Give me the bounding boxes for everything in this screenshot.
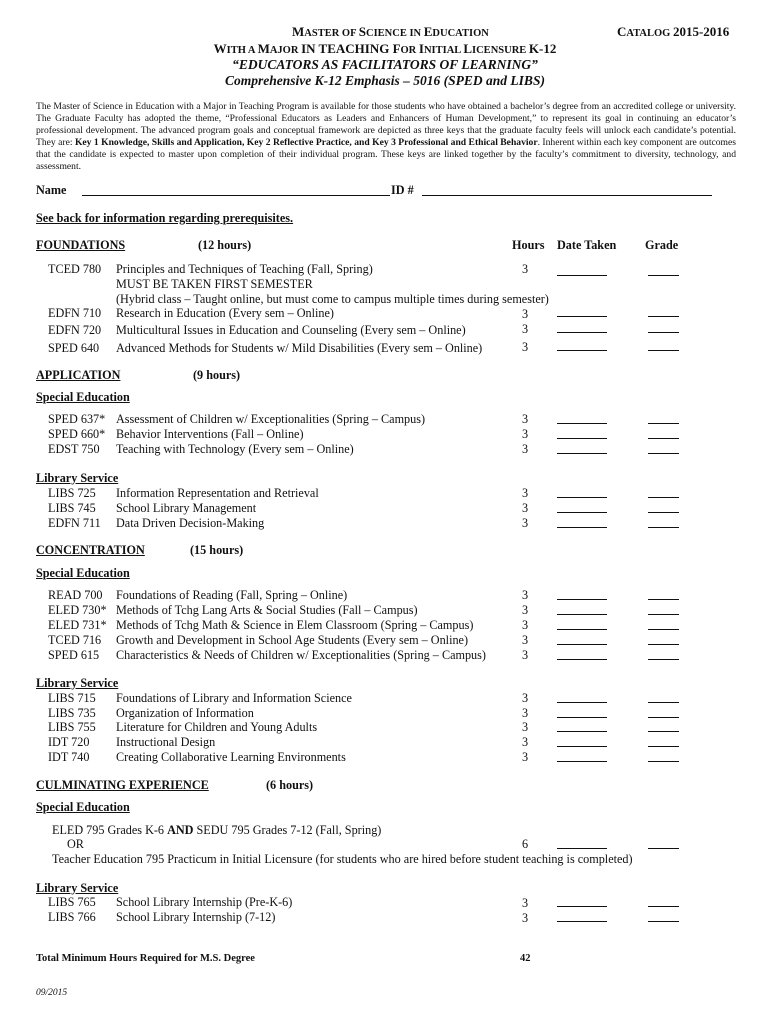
course-hours: 3 bbox=[522, 501, 529, 515]
date-taken-field[interactable] bbox=[557, 453, 607, 454]
course-title: Methods of Tchg Math & Science in Elem Classroom (Spring – Campus) bbox=[116, 618, 474, 632]
course-title: Literature for Children and Young Adults bbox=[116, 720, 318, 734]
date-taken-field[interactable] bbox=[557, 629, 607, 630]
revision-date: 09/2015 bbox=[36, 988, 68, 998]
course-code: LIBS 755 bbox=[48, 720, 96, 734]
culminating-hours: (6 hours) bbox=[266, 778, 314, 792]
course-hours: 3 bbox=[522, 412, 529, 426]
teacher-education-795-course: Teacher Education 795 Practicum in Initial Licensure (for students who are hired before student teaching is completed) bbox=[52, 852, 633, 866]
grade-field[interactable] bbox=[648, 659, 679, 660]
course-title: Foundations of Library and Information Science bbox=[116, 691, 352, 705]
date-taken-field[interactable] bbox=[557, 702, 607, 703]
course-title: School Library Internship (7-12) bbox=[116, 910, 276, 924]
grade-field[interactable] bbox=[648, 527, 679, 528]
program-title: MASTER OF SCIENCE IN EDUCATION bbox=[292, 24, 489, 39]
date-taken-column-header: Date Taken bbox=[557, 238, 617, 252]
application-heading: APPLICATION bbox=[36, 368, 121, 382]
course-code: LIBS 735 bbox=[48, 706, 96, 720]
course-code: IDT 740 bbox=[48, 750, 90, 764]
course-title: Multicultural Issues in Education and Counseling (Every sem – Online) bbox=[116, 323, 466, 337]
hours-column-header: Hours bbox=[512, 238, 545, 252]
or-label: OR bbox=[67, 837, 84, 851]
course-hours: 3 bbox=[522, 648, 529, 662]
course-title: Research in Education (Every sem – Online) bbox=[116, 306, 334, 320]
application-hours: (9 hours) bbox=[193, 368, 241, 382]
grade-field[interactable] bbox=[648, 497, 679, 498]
date-taken-field[interactable] bbox=[557, 512, 607, 513]
course-title: School Library Internship (Pre-K-6) bbox=[116, 895, 293, 909]
name-field[interactable] bbox=[82, 195, 390, 196]
course-code: SPED 660* bbox=[48, 427, 106, 441]
grade-field[interactable] bbox=[648, 332, 679, 333]
course-title: Characteristics & Needs of Children w/ Exceptionalities (Spring – Campus) bbox=[116, 648, 486, 662]
intro-paragraph: The Master of Science in Education with a Major in Teaching Program is available for those students who have obtained a bachelor’s degree from an accredited college or university. The Graduate Faculty has adopted the theme, “Professional Educators as Leaders and Enhancers of Human Development,” to represent its goal in continuing an educator’s professional development. The advanced program goals and conceptual framework are depicted as three keys that the graduate faculty feels will unlock each candidate’s potential. They are: Key 1 Knowledge, Skills and Application, Key 2 Reflective Practice, and Key 3 Professional and Ethical Behavior. Inherent within each key component are outcomes that the candidate is expected to master upon completion of their individual program. These keys are linked together by the faculty’s commitment to diversity, technology, and assessment. bbox=[36, 101, 736, 173]
library-service-heading: Library Service bbox=[36, 881, 119, 895]
library-service-heading: Library Service bbox=[36, 471, 119, 485]
grade-field[interactable] bbox=[648, 746, 679, 747]
grade-field[interactable] bbox=[648, 438, 679, 439]
course-code: EDFN 711 bbox=[48, 516, 101, 530]
special-education-heading: Special Education bbox=[36, 566, 130, 580]
date-taken-field[interactable] bbox=[557, 921, 607, 922]
course-hours: 3 bbox=[522, 896, 529, 910]
course-hours: 3 bbox=[522, 706, 529, 720]
foundations-heading: FOUNDATIONS bbox=[36, 238, 126, 252]
program-theme: “EDUCATORS AS FACILITATORS OF LEARNING” bbox=[232, 57, 538, 72]
course-title: Advanced Methods for Students w/ Mild Disabilities (Every sem – Online) bbox=[116, 341, 483, 355]
course-code: EDFN 710 bbox=[48, 306, 102, 320]
date-taken-field[interactable] bbox=[557, 848, 607, 849]
course-hours: 3 bbox=[522, 307, 529, 321]
course-hours: 3 bbox=[522, 911, 529, 925]
grade-field[interactable] bbox=[648, 848, 679, 849]
grade-field[interactable] bbox=[648, 717, 679, 718]
grade-field[interactable] bbox=[648, 512, 679, 513]
course-title: Behavior Interventions (Fall – Online) bbox=[116, 427, 304, 441]
grade-column-header: Grade bbox=[645, 238, 679, 252]
course-code: LIBS 765 bbox=[48, 895, 96, 909]
date-taken-field[interactable] bbox=[557, 350, 607, 351]
id-field[interactable] bbox=[422, 195, 712, 196]
course-hours: 3 bbox=[522, 588, 529, 602]
date-taken-field[interactable] bbox=[557, 906, 607, 907]
name-label: Name bbox=[36, 183, 67, 197]
grade-field[interactable] bbox=[648, 731, 679, 732]
course-note: (Hybrid class – Taught online, but must come to campus multiple times during semester) bbox=[116, 292, 549, 306]
eled-sedu-795-course: ELED 795 Grades K-6 AND SEDU 795 Grades 7-12 (Fall, Spring) bbox=[52, 823, 382, 837]
date-taken-field[interactable] bbox=[557, 644, 607, 645]
course-hours: 3 bbox=[522, 442, 529, 456]
course-title: Growth and Development in School Age Students (Every sem – Online) bbox=[116, 633, 469, 647]
date-taken-field[interactable] bbox=[557, 731, 607, 732]
course-hours: 3 bbox=[522, 262, 529, 276]
grade-field[interactable] bbox=[648, 453, 679, 454]
course-code: LIBS 725 bbox=[48, 486, 96, 500]
total-hours-value: 42 bbox=[520, 953, 531, 964]
course-code: EDFN 720 bbox=[48, 323, 102, 337]
grade-field[interactable] bbox=[648, 702, 679, 703]
course-title: Information Representation and Retrieval bbox=[116, 486, 319, 500]
course-code: EDST 750 bbox=[48, 442, 100, 456]
grade-field[interactable] bbox=[648, 614, 679, 615]
date-taken-field[interactable] bbox=[557, 316, 607, 317]
course-code: READ 700 bbox=[48, 588, 103, 602]
date-taken-field[interactable] bbox=[557, 497, 607, 498]
grade-field[interactable] bbox=[648, 275, 679, 276]
special-education-heading: Special Education bbox=[36, 390, 130, 404]
culminating-heading: CULMINATING EXPERIENCE bbox=[36, 778, 209, 792]
course-code: LIBS 715 bbox=[48, 691, 96, 705]
course-hours: 3 bbox=[522, 427, 529, 441]
course-title: Data Driven Decision-Making bbox=[116, 516, 265, 530]
concentration-hours: (15 hours) bbox=[190, 543, 244, 557]
date-taken-field[interactable] bbox=[557, 527, 607, 528]
grade-field[interactable] bbox=[648, 644, 679, 645]
date-taken-field[interactable] bbox=[557, 659, 607, 660]
date-taken-field[interactable] bbox=[557, 614, 607, 615]
date-taken-field[interactable] bbox=[557, 761, 607, 762]
course-title: School Library Management bbox=[116, 501, 257, 515]
course-hours: 3 bbox=[522, 603, 529, 617]
course-hours: 3 bbox=[522, 340, 529, 354]
course-hours: 3 bbox=[522, 750, 529, 764]
course-title: Creating Collaborative Learning Environments bbox=[116, 750, 346, 764]
course-hours: 3 bbox=[522, 322, 529, 336]
course-hours: 3 bbox=[522, 691, 529, 705]
course-code: ELED 730* bbox=[48, 603, 107, 617]
course-code: SPED 615 bbox=[48, 648, 100, 662]
course-code: LIBS 766 bbox=[48, 910, 96, 924]
grade-field[interactable] bbox=[648, 629, 679, 630]
major-title: WITH A MAJOR IN TEACHING FOR INITIAL LICENSURE K-12 bbox=[213, 41, 557, 56]
grade-field[interactable] bbox=[648, 316, 679, 317]
course-hours: 3 bbox=[522, 618, 529, 632]
grade-field[interactable] bbox=[648, 906, 679, 907]
course-title: Teaching with Technology (Every sem – Online) bbox=[116, 442, 354, 456]
library-service-heading: Library Service bbox=[36, 676, 119, 690]
date-taken-field[interactable] bbox=[557, 438, 607, 439]
course-title: Principles and Techniques of Teaching (Fall, Spring) bbox=[116, 262, 373, 276]
id-label: ID # bbox=[391, 183, 414, 197]
course-title: Foundations of Reading (Fall, Spring – Online) bbox=[116, 588, 348, 602]
course-hours: 3 bbox=[522, 486, 529, 500]
special-education-heading: Special Education bbox=[36, 800, 130, 814]
course-hours: 6 bbox=[522, 837, 529, 851]
course-code: SPED 640 bbox=[48, 341, 100, 355]
course-code: SPED 637* bbox=[48, 412, 106, 426]
date-taken-field[interactable] bbox=[557, 599, 607, 600]
grade-field[interactable] bbox=[648, 350, 679, 351]
concentration-heading: CONCENTRATION bbox=[36, 543, 145, 557]
course-title: Assessment of Children w/ Exceptionalities (Spring – Campus) bbox=[116, 412, 426, 426]
course-title: Organization of Information bbox=[116, 706, 254, 720]
grade-field[interactable] bbox=[648, 423, 679, 424]
date-taken-field[interactable] bbox=[557, 717, 607, 718]
course-code: ELED 731* bbox=[48, 618, 107, 632]
program-emphasis: Comprehensive K-12 Emphasis – 5016 (SPED and LIBS) bbox=[225, 73, 545, 88]
course-code: IDT 720 bbox=[48, 735, 90, 749]
course-code: TCED 716 bbox=[48, 633, 102, 647]
course-title: Methods of Tchg Lang Arts & Social Studies (Fall – Campus) bbox=[116, 603, 418, 617]
date-taken-field[interactable] bbox=[557, 275, 607, 276]
course-hours: 3 bbox=[522, 720, 529, 734]
grade-field[interactable] bbox=[648, 921, 679, 922]
course-title: Instructional Design bbox=[116, 735, 216, 749]
course-code: LIBS 745 bbox=[48, 501, 96, 515]
course-hours: 3 bbox=[522, 516, 529, 530]
grade-field[interactable] bbox=[648, 761, 679, 762]
course-hours: 3 bbox=[522, 633, 529, 647]
course-note: MUST BE TAKEN FIRST SEMESTER bbox=[116, 277, 313, 291]
grade-field[interactable] bbox=[648, 599, 679, 600]
date-taken-field[interactable] bbox=[557, 332, 607, 333]
foundations-hours: (12 hours) bbox=[198, 238, 252, 252]
course-hours: 3 bbox=[522, 735, 529, 749]
catalog-year: CATALOG 2015-2016 bbox=[617, 24, 730, 39]
date-taken-field[interactable] bbox=[557, 423, 607, 424]
prerequisites-note: See back for information regarding prerequisites. bbox=[36, 211, 294, 225]
course-code: TCED 780 bbox=[48, 262, 102, 276]
total-hours-label: Total Minimum Hours Required for M.S. Degree bbox=[36, 953, 255, 964]
date-taken-field[interactable] bbox=[557, 746, 607, 747]
